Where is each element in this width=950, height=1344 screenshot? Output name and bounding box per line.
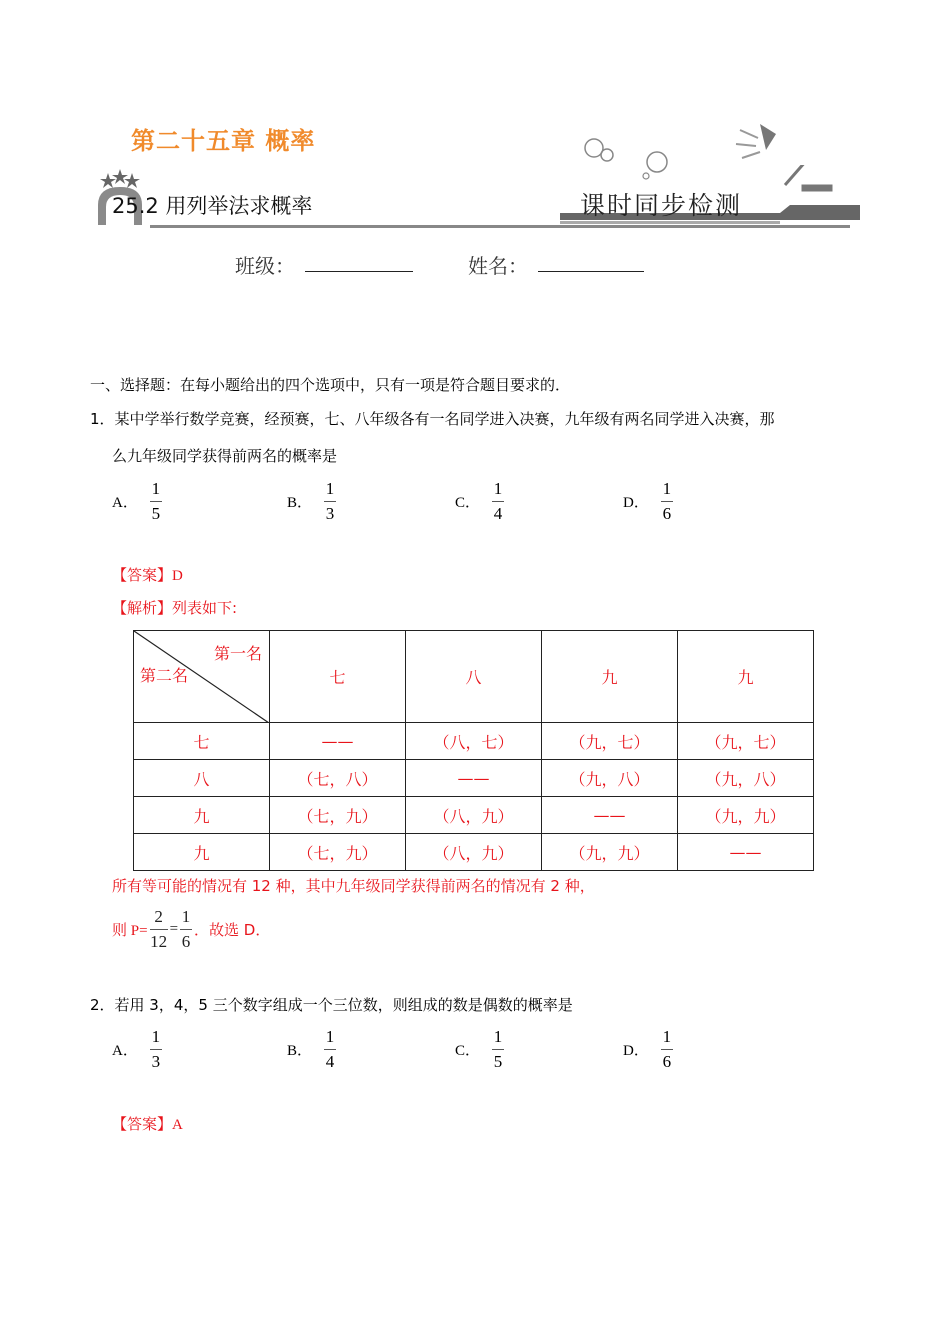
table-row bbox=[134, 797, 814, 834]
q1-analysis bbox=[112, 598, 237, 618]
option-label: C． bbox=[455, 495, 481, 511]
q2-option-a[interactable] bbox=[112, 1028, 162, 1071]
sync-check-title: 课时同步检测 bbox=[580, 191, 743, 220]
q2-option-b[interactable] bbox=[287, 1028, 336, 1071]
answer-label: 【答案】 bbox=[112, 1115, 173, 1133]
q1-answer bbox=[112, 565, 183, 586]
row-header: 九 bbox=[134, 834, 270, 871]
name-blank[interactable] bbox=[538, 271, 644, 272]
analysis-text: 列表如下: bbox=[172, 599, 238, 617]
table-cell: （八，九） bbox=[406, 834, 542, 871]
section-instructions: 一、选择题：在每小题给出的四个选项中，只有一项是符合题目要求的． bbox=[90, 376, 571, 394]
formula-equals: = bbox=[169, 921, 179, 937]
row-header: 九 bbox=[134, 797, 270, 834]
option-fraction: $\frac{1}{6}$ bbox=[662, 1027, 672, 1071]
option-fraction: $\frac{1}{6}$ bbox=[662, 479, 672, 523]
chapter-title: 第二十五章 概率 bbox=[131, 127, 316, 155]
corner-label-first: 第一名 bbox=[214, 644, 263, 663]
section-title: 25.2 用列举法求概率 bbox=[112, 194, 313, 218]
table-cell: （八，九） bbox=[406, 797, 542, 834]
name-label: 姓名： bbox=[468, 254, 528, 278]
answer-label: 【答案】 bbox=[112, 566, 173, 584]
corner-label-second: 第二名 bbox=[140, 666, 189, 685]
q1-stem-line2: 么九年级同学获得前两名的概率是 bbox=[112, 447, 338, 465]
table-cell: —— bbox=[270, 723, 406, 760]
class-label: 班级： bbox=[235, 254, 295, 278]
option-label: D． bbox=[623, 495, 649, 511]
desk-lamp-icon bbox=[785, 165, 832, 191]
column-header: 九 bbox=[678, 631, 814, 723]
q1-option-a[interactable] bbox=[112, 480, 162, 523]
table-cell: —— bbox=[678, 834, 814, 871]
table-cell: （九，九） bbox=[678, 797, 814, 834]
option-label: A． bbox=[112, 495, 138, 511]
option-fraction: $\frac{1}{3}$ bbox=[325, 479, 335, 523]
class-blank[interactable] bbox=[305, 271, 413, 272]
q1-stem-line1: 1．某中学举行数学竞赛，经预赛，七、八年级各有一名同学进入决赛，九年级有两名同学进入决赛，那 bbox=[90, 410, 775, 428]
fraction-2-12: $\frac{2}{12}$ bbox=[150, 907, 168, 951]
option-label: D． bbox=[623, 1043, 649, 1059]
answer-value: D bbox=[172, 568, 183, 584]
analysis-label: 【解析】 bbox=[112, 599, 173, 617]
row-header: 七 bbox=[134, 723, 270, 760]
option-fraction: $\frac{1}{5}$ bbox=[151, 479, 161, 523]
option-label: C． bbox=[455, 1043, 481, 1059]
table-cell: （八，七） bbox=[406, 723, 542, 760]
table-corner-cell bbox=[134, 631, 270, 723]
option-label: B． bbox=[287, 1043, 313, 1059]
row-header: 八 bbox=[134, 760, 270, 797]
option-fraction: $\frac{1}{5}$ bbox=[493, 1027, 503, 1071]
q2-option-d[interactable] bbox=[623, 1028, 673, 1071]
q1-option-c[interactable] bbox=[455, 480, 504, 523]
table-cell: （九，七） bbox=[542, 723, 678, 760]
table-row bbox=[134, 723, 814, 760]
q2-stem: 2．若用 3，4，5 三个数字组成一个三位数，则组成的数是偶数的概率是 bbox=[90, 996, 573, 1014]
column-header: 九 bbox=[542, 631, 678, 723]
fraction-1-6: $\frac{1}{6}$ bbox=[181, 907, 191, 951]
formula-prefix: 则 P= bbox=[112, 923, 148, 939]
option-label: B． bbox=[287, 495, 313, 511]
table-cell: （七，八） bbox=[270, 760, 406, 797]
answer-value: A bbox=[172, 1117, 183, 1133]
table-row bbox=[134, 834, 814, 871]
option-fraction: $\frac{1}{4}$ bbox=[493, 479, 503, 523]
column-header: 七 bbox=[270, 631, 406, 723]
option-fraction: $\frac{1}{4}$ bbox=[325, 1027, 335, 1071]
q2-option-c[interactable] bbox=[455, 1028, 504, 1071]
q1-probability-formula bbox=[112, 908, 270, 951]
option-label: A． bbox=[112, 1043, 138, 1059]
table-header-row bbox=[134, 631, 814, 723]
q2-answer bbox=[112, 1114, 183, 1135]
q1-option-b[interactable] bbox=[287, 480, 336, 523]
q1-option-d[interactable] bbox=[623, 480, 673, 523]
table-cell: —— bbox=[406, 760, 542, 797]
table-cell: —— bbox=[542, 797, 678, 834]
table-cell: （七，九） bbox=[270, 834, 406, 871]
bubbles-and-lamp-graphic bbox=[580, 110, 780, 180]
q1-conclusion: 所有等可能的情况有 12 种，其中九年级同学获得前两名的情况有 2 种， bbox=[112, 877, 595, 895]
table-cell: （九，九） bbox=[542, 834, 678, 871]
table-row bbox=[134, 760, 814, 797]
table-cell: （九，七） bbox=[678, 723, 814, 760]
formula-suffix: ．故选 D． bbox=[194, 921, 271, 939]
outcome-table bbox=[133, 630, 814, 871]
table-cell: （七，九） bbox=[270, 797, 406, 834]
table-cell: （九，八） bbox=[542, 760, 678, 797]
table-cell: （九，八） bbox=[678, 760, 814, 797]
column-header: 八 bbox=[406, 631, 542, 723]
option-fraction: $\frac{1}{3}$ bbox=[151, 1027, 161, 1071]
